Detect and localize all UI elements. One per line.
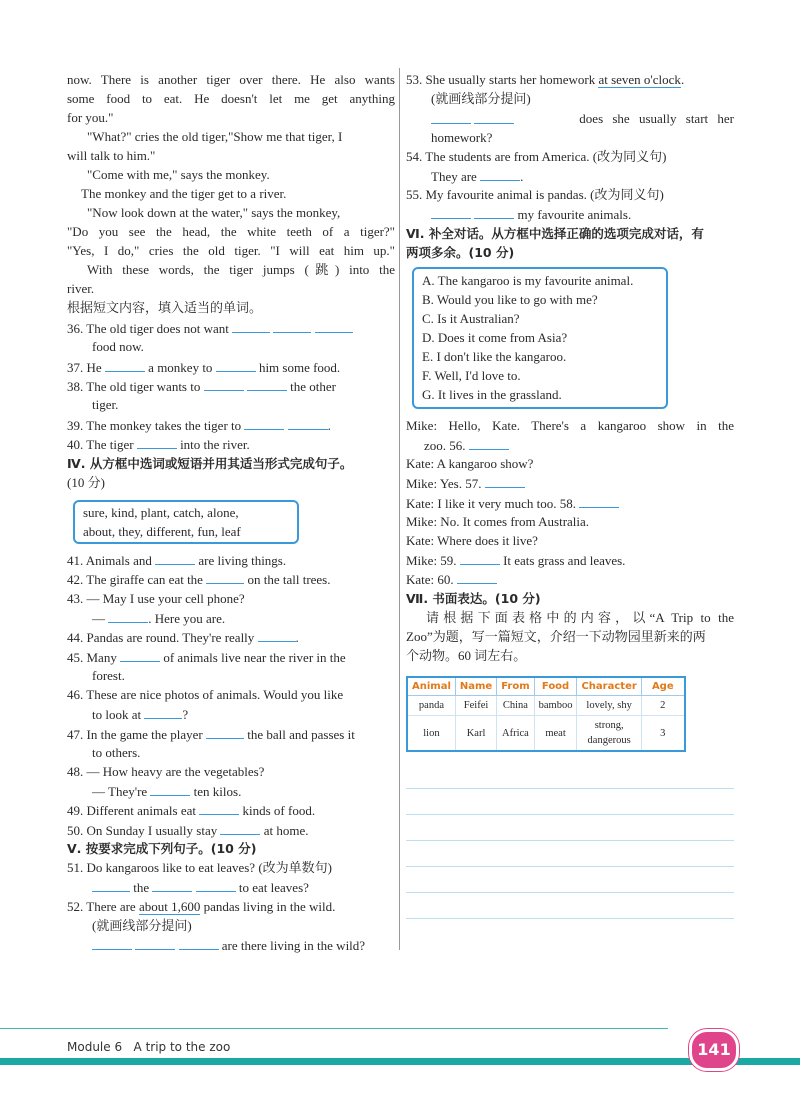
table-header: Food: [534, 677, 577, 696]
question-46-cont: to look at ?: [92, 707, 189, 722]
question-46: 46. These are nice photos of animals. Would you like: [67, 687, 344, 702]
question-48: 48. — How heavy are the vegetables?: [67, 764, 265, 779]
question-54: 54. The students are from America. (改为同义句): [406, 149, 667, 164]
story-line: "What?" cries the old tiger,"Show me that tiger, I: [87, 129, 343, 144]
footer-bar: [0, 1058, 800, 1065]
word-box: [73, 500, 299, 544]
answer-blank[interactable]: [474, 206, 514, 219]
option-c: C. Is it Australian?: [422, 311, 520, 326]
answer-blank[interactable]: [152, 879, 192, 892]
table-cell: panda: [407, 696, 455, 716]
question-53-note: (就画线部分提问): [431, 91, 531, 106]
options-box: [412, 267, 668, 409]
writing-line[interactable]: [406, 788, 734, 789]
answer-blank[interactable]: [92, 937, 132, 950]
answer-blank[interactable]: [220, 822, 260, 835]
dialogue-line: zoo. 56.: [424, 437, 509, 454]
answer-blank[interactable]: [108, 610, 148, 623]
question-54-answer: They are .: [431, 169, 524, 184]
answer-blank[interactable]: [137, 436, 177, 449]
story-line: now. There is another tiger over there. He also wants: [67, 72, 395, 87]
question-43: 43. — May I use your cell phone?: [67, 591, 245, 606]
option-g: G. It lives in the grassland.: [422, 387, 562, 402]
question-49: 49. Different animals eat kinds of food.: [67, 803, 316, 818]
question-53-cont: homework?: [431, 130, 493, 145]
answer-blank[interactable]: [485, 475, 525, 488]
dialogue-line: Kate: Where does it live?: [406, 533, 538, 548]
question-40: 40. The tiger into the river.: [67, 437, 250, 452]
question-53-answer: does she usually start her: [431, 111, 734, 128]
answer-blank[interactable]: [258, 629, 296, 642]
question-43-answer: — . Here you are.: [92, 611, 226, 626]
answer-blank[interactable]: [232, 320, 270, 333]
table-cell: meat: [534, 716, 577, 752]
option-e: E. I don't like the kangaroo.: [422, 349, 567, 364]
table-cell: bamboo: [534, 696, 577, 716]
question-37: 37. He a monkey to him some food.: [67, 360, 341, 375]
dialogue-line: Kate: A kangaroo show?: [406, 456, 534, 471]
option-a: A. The kangaroo is my favourite animal.: [422, 273, 634, 288]
footer-label: [67, 1040, 230, 1054]
table-cell: lovely, shy: [577, 696, 641, 716]
story-line: river.: [67, 281, 95, 296]
story-line: some food to eat. He doesn't let me get anything: [67, 91, 395, 106]
answer-blank[interactable]: [431, 111, 471, 124]
story-line: "Come with me," says the monkey.: [87, 167, 270, 182]
answer-blank[interactable]: [92, 879, 130, 892]
answer-blank[interactable]: [457, 571, 497, 584]
question-52: 52. There are about 1,600 pandas living in the wild.: [67, 899, 336, 914]
question-53: 53. She usually starts her homework at seven o'clock.: [406, 72, 685, 87]
table-cell: Africa: [497, 716, 534, 752]
answer-blank[interactable]: [474, 111, 514, 124]
question-47: 47. In the game the player the ball and passes it: [67, 727, 355, 742]
section-4-score: (10 分): [67, 475, 105, 490]
answer-blank[interactable]: [179, 937, 219, 950]
dialogue-line: Mike: Hello, Kate. There's a kangaroo show in the: [406, 418, 734, 433]
table-cell: 3: [641, 716, 685, 752]
section-6-title: Ⅵ. 补全对话。从方框中选择正确的选项完成对话，有: [406, 226, 704, 241]
question-55: 55. My favourite animal is pandas. (改为同义句): [406, 187, 664, 202]
answer-blank[interactable]: [216, 359, 256, 372]
question-52-answer: are there living in the wild?: [92, 937, 365, 954]
underlined-phrase: about 1,600: [138, 899, 201, 914]
answer-blank[interactable]: [155, 552, 195, 565]
table-cell: strong, dangerous: [577, 716, 641, 752]
table-cell: lion: [407, 716, 455, 752]
table-header: Name: [455, 677, 496, 696]
question-44: 44. Pandas are round. They're really .: [67, 630, 299, 645]
question-38-cont: tiger.: [92, 397, 119, 412]
dialogue-line: Mike: Yes. 57.: [406, 475, 525, 492]
section-5-title: Ⅴ. 按要求完成下列句子。(10 分): [67, 841, 257, 856]
question-47-cont: to others.: [92, 745, 141, 760]
table-cell: Karl: [455, 716, 496, 752]
section-4-title: Ⅳ. 从方框中选词或短语并用其适当形式完成句子。: [67, 456, 353, 471]
module-title: A trip to the zoo: [133, 1040, 231, 1054]
table-header: From: [497, 677, 534, 696]
story-line: for you.": [67, 110, 114, 125]
writing-prompt: Zoo”为题，写一篇短文，介绍一下动物园里新来的两: [406, 629, 706, 644]
answer-blank[interactable]: [206, 571, 244, 584]
question-51-answer: the to eat leaves?: [92, 879, 309, 896]
answer-blank[interactable]: [105, 359, 145, 372]
question-39: 39. The monkey takes the tiger to .: [67, 418, 331, 433]
table-cell: China: [497, 696, 534, 716]
dialogue-line: Mike: No. It comes from Australia.: [406, 514, 590, 529]
answer-blank[interactable]: [247, 378, 287, 391]
writing-prompt: 请根据下面表格中的内容，以“A Trip to the: [426, 610, 734, 625]
question-41: 41. Animals and are living things.: [67, 553, 287, 568]
option-d: D. Does it come from Asia?: [422, 330, 568, 345]
answer-blank[interactable]: [579, 495, 619, 508]
instruction: 根据短文内容，填入适当的单词。: [67, 300, 263, 315]
column-divider: [399, 68, 400, 950]
answer-blank[interactable]: [460, 552, 500, 565]
underlined-phrase: at seven o'clock: [598, 72, 681, 87]
writing-line[interactable]: [406, 892, 734, 893]
writing-line[interactable]: [406, 814, 734, 815]
writing-prompt: 个动物。60 词左右。: [406, 648, 527, 663]
answer-blank[interactable]: [469, 437, 509, 450]
story-line: "Yes, I do," cries the old tiger. "I will eat him up.": [67, 243, 395, 258]
question-51: 51. Do kangaroos like to eat leaves? (改为单数句): [67, 860, 332, 875]
story-line: The monkey and the tiger get to a river.: [81, 186, 287, 201]
table-row: [407, 716, 685, 752]
dialogue-line: Kate: 60.: [406, 571, 497, 588]
animal-info-table: [406, 676, 686, 752]
story-line: will talk to him.": [67, 148, 156, 163]
table-cell: 2: [641, 696, 685, 716]
module-label: Module 6: [67, 1040, 123, 1054]
answer-blank[interactable]: [288, 417, 328, 430]
option-b: B. Would you like to go with me?: [422, 292, 598, 307]
story-line: With these words, the tiger jumps (跳) into the: [87, 262, 395, 277]
answer-blank[interactable]: [144, 706, 182, 719]
answer-blank[interactable]: [206, 726, 244, 739]
table-header: Animal: [407, 677, 455, 696]
question-55-answer: my favourite animals.: [431, 206, 631, 223]
question-42: 42. The giraffe can eat the on the tall trees.: [67, 572, 331, 587]
answer-blank[interactable]: [431, 206, 471, 219]
table-cell: Feifei: [455, 696, 496, 716]
footer-rule: [0, 1028, 668, 1029]
answer-blank[interactable]: [273, 320, 311, 333]
word-box-line: about, they, different, fun, leaf: [83, 524, 241, 539]
writing-line[interactable]: [406, 918, 734, 919]
answer-blank[interactable]: [480, 168, 520, 181]
question-48-answer: — They're ten kilos.: [92, 784, 242, 799]
table-header-row: [407, 677, 685, 696]
answer-blank[interactable]: [135, 937, 175, 950]
word-box-line: sure, kind, plant, catch, alone,: [83, 505, 239, 520]
table-header: Age: [641, 677, 685, 696]
section-7-title: Ⅶ. 书面表达。(10 分): [406, 591, 541, 606]
question-52-note: (就画线部分提问): [92, 918, 192, 933]
question-50: 50. On Sunday I usually stay at home.: [67, 823, 309, 838]
question-36: 36. The old tiger does not want: [67, 320, 353, 337]
answer-blank[interactable]: [204, 378, 244, 391]
writing-line[interactable]: [406, 866, 734, 867]
question-45: 45. Many of animals live near the river in the: [67, 650, 346, 665]
answer-blank[interactable]: [315, 320, 353, 333]
answer-blank[interactable]: [244, 417, 284, 430]
story-line: "Now look down at the water," says the monkey,: [87, 205, 341, 220]
table-row: [407, 696, 685, 716]
writing-line[interactable]: [406, 840, 734, 841]
question-45-cont: forest.: [92, 668, 125, 683]
answer-blank[interactable]: [199, 802, 239, 815]
question-38: 38. The old tiger wants to the other: [67, 379, 336, 394]
dialogue-line: Kate: I like it very much too. 58.: [406, 495, 619, 512]
dialogue-line: Mike: 59. It eats grass and leaves.: [406, 553, 626, 568]
question-36-cont: food now.: [92, 339, 144, 354]
story-line: "Do you see the head, the white teeth of a tiger?": [67, 224, 395, 239]
answer-blank[interactable]: [196, 879, 236, 892]
option-f: F. Well, I'd love to.: [422, 368, 521, 383]
table-header: Character: [577, 677, 641, 696]
answer-blank[interactable]: [120, 649, 160, 662]
section-6-title-cont: 两项多余。(10 分): [406, 245, 515, 260]
page-number: 141: [689, 1029, 739, 1071]
answer-blank[interactable]: [150, 783, 190, 796]
